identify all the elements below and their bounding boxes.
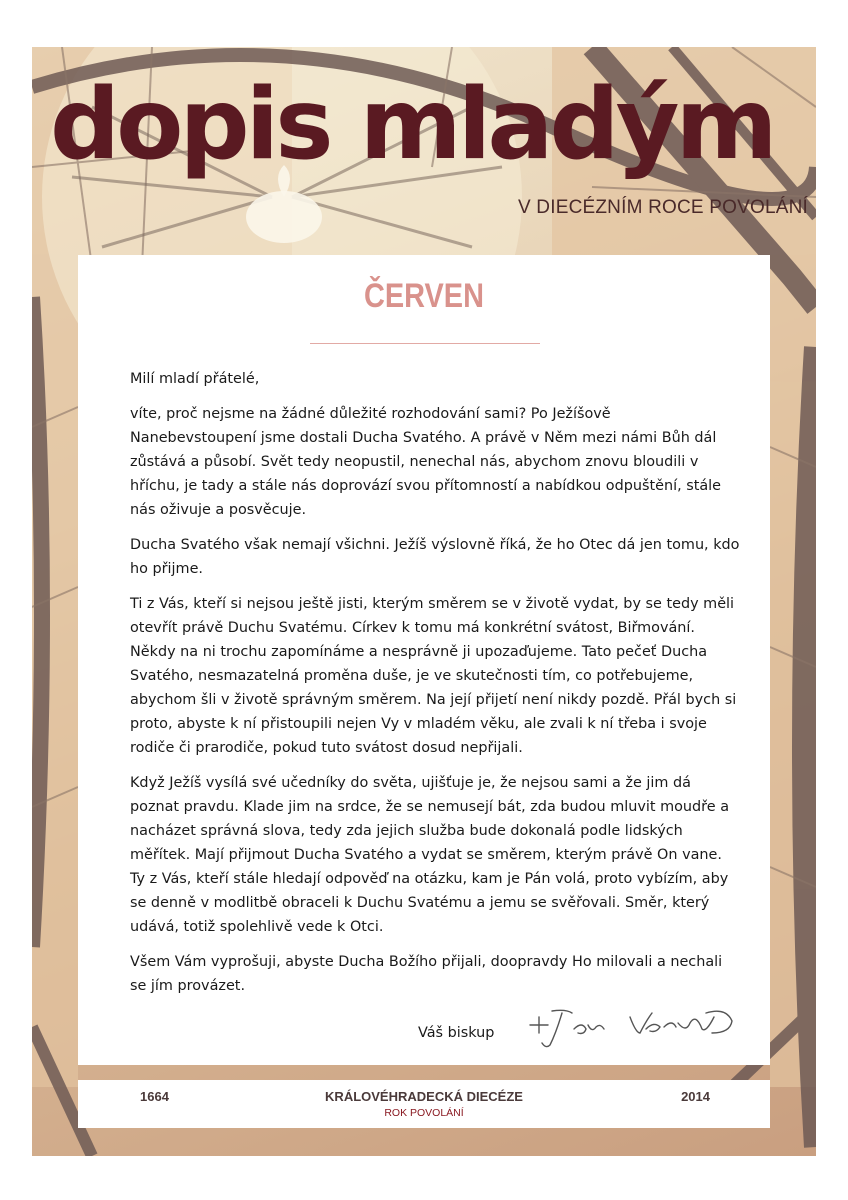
letter-greeting: Milí mladí přátelé, (130, 371, 260, 387)
masthead-subtitle: V DIECÉZNÍM ROCE POVOLÁNÍ (517, 197, 808, 218)
letter-paragraph: víte, proč nejsme na žádné důležité rozhodování sami? Po Ježíšově Nanebevstoupení jsme dostali Ducha Svatého. A právě v Něm mezi námi Bůh dál zůstává a působí. Svět tedy neopustil, nenechal nás, abychom znovu bloudili v hříchu, je tady a stále nás doprovází svou přítomností a nabídkou odpuštění, stále nás oživuje a posvěcuje. (130, 406, 722, 518)
footer-year-label: ROK POVOLÁNÍ (384, 1107, 464, 1119)
letter-body (130, 367, 740, 1009)
letter-paragraph: Ducha Svatého však nemají všichni. Ježíš výslovně říká, že ho Otec dá jen tomu, kdo ho přijme. (130, 537, 740, 577)
month-heading: ČERVEN (364, 277, 484, 315)
footer-year-end: 2014 (681, 1089, 710, 1104)
letter-paragraph: Všem Vám vyprošuji, abyste Ducha Božího přijali, doopravdy Ho milovali a nechali se jím provázet. (130, 954, 723, 994)
month-divider (310, 343, 540, 344)
letter-paragraph: Když Ježíš vysílá své učedníky do světa, ujišťuje je, že nejsou sami a že jim dá poznat pravdu. Klade jim na srdce, že se nemusejí bát, zda budou mluvit moudře a nacházet správná slova, tedy zda jejich služba bude dokonalá podle lidských měřítek. Mají přijmout Ducha Svatého a vydat se směrem, kterým právě On vane. Ty z Vás, kteří stále hledají odpověď na otázku, kam je Pán volá, proto vybízím, aby se denně v modlitbě obraceli k Duchu Svatému a jemu se svěřovali. Směr, který udává, totiž spolehlivě vede k Otci. (130, 775, 730, 935)
masthead-title: dopis mladým (50, 68, 774, 182)
footer-year-start: 1664 (140, 1089, 169, 1104)
footer-diocese: KRÁLOVÉHRADECKÁ DIECÉZE (325, 1089, 523, 1104)
letter-closing: Váš biskup (418, 1025, 495, 1041)
footer-bar (78, 1080, 770, 1128)
letter-panel (78, 255, 770, 1065)
poster (32, 47, 816, 1156)
letter-paragraph: Ti z Vás, kteří si nejsou ještě jisti, kterým směrem se v životě vydat, by se tedy měli otevřít právě Duchu Svatému. Církev k tomu má konkrétní svátost, Biřmování. Někdy na ni trochu zapomínáme a nesprávně ji upozaďujeme. Tato pečeť Ducha Svatého, nesmazatelná proměna duše, je ve skutečnosti tím, co potřebujeme, abychom šli v životě správným směrem. Na její přijetí není nikdy pozdě. Přál bych si proto, abyste k ní přistoupili nejen Vy v mladém věku, ale zvali k ní třeba i svoje rodiče či prarodiče, pokud tuto svátost dosud nepřijali. (130, 596, 737, 756)
bishop-signature (526, 1003, 756, 1053)
